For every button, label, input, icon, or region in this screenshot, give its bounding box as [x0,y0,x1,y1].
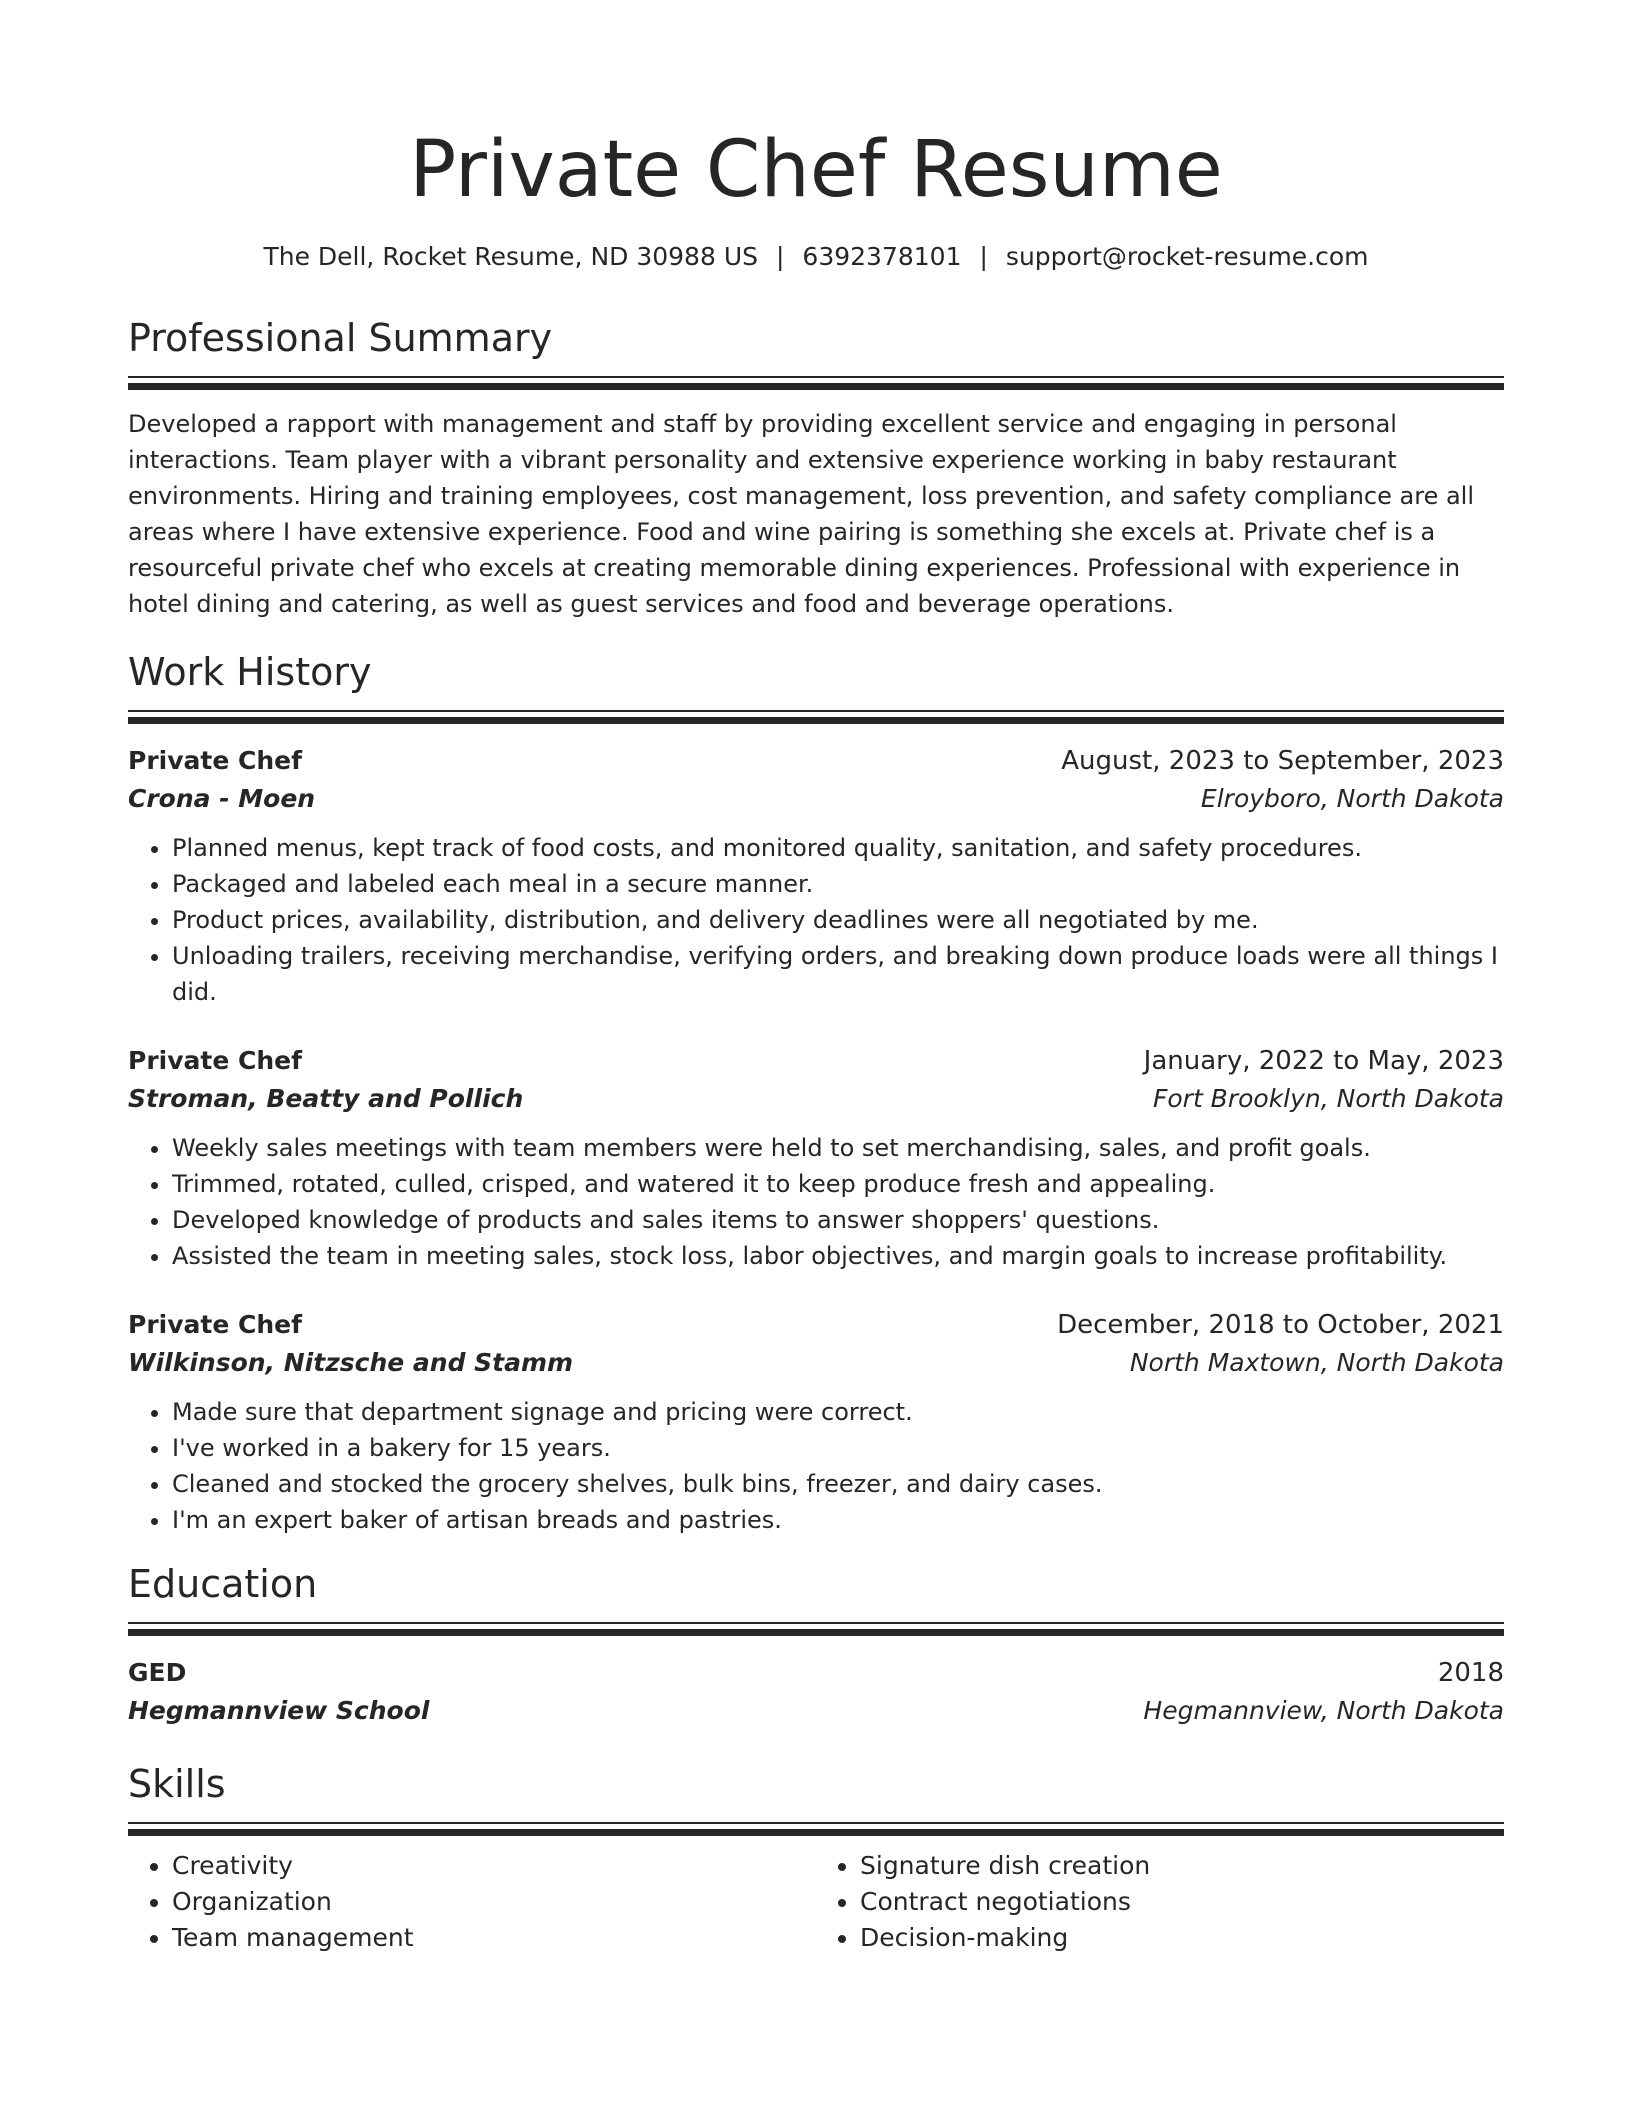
summary-text: Developed a rapport with management and staff by providing excellent service and engaging in personal interactions. Team player with a vibrant personality and extensive experience working in baby restaurant environments. Hiring and training employees, cost management, loss prevention, and safety compliance are all areas where I have extensive experience. Food and wine pairing is something she excels at. Private chef is a resourceful private chef who excels at creating memorable dining experiences. Professional with experience in hotel dining and catering, as well as guest services and food and beverage operations. [128,410,1475,618]
skill-item: • Contract negotiations [860,1884,1504,1920]
summary-section [128,314,1504,622]
job-entry [128,1306,1504,1538]
contact-email: support@rocket-resume.com [1005,242,1369,271]
job-dates: January, 2022 to May, 2023 [1143,1046,1504,1076]
job-entry [128,742,1504,1010]
contact-phone: 6392378101 [802,242,962,271]
job-location: Elroyboro, North Dakota [1200,784,1504,813]
section-title: Professional Summary [128,316,553,360]
job-bullet: • Trimmed, rotated, culled, crisped, and watered it to keep produce fresh and appealing. [172,1166,1504,1202]
job-entry [128,1042,1504,1274]
skill-item: • Organization [172,1884,816,1920]
contact-separator: | [979,242,988,271]
section-title: Skills [128,1762,226,1806]
job-dates: December, 2018 to October, 2021 [1057,1310,1504,1340]
job-company: Wilkinson, Nitzsche and Stamm [128,1348,574,1377]
job-bullet: • I'm an expert baker of artisan breads and pastries. [172,1502,1504,1538]
job-bullet: • Made sure that department signage and pricing were correct. [172,1394,1504,1430]
work-history-section [128,648,1504,1538]
section-divider [128,1622,1504,1636]
job-bullet: • Unloading trailers, receiving merchandise, verifying orders, and breaking down produce loads were all things I did. [172,938,1504,1010]
job-bullet: • Cleaned and stocked the grocery shelves, bulk bins, freezer, and dairy cases. [172,1466,1504,1502]
job-bullet: • Product prices, availability, distribution, and delivery deadlines were all negotiated by me. [172,902,1504,938]
skill-item: • Decision-making [860,1920,1504,1956]
skill-item: • Team management [172,1920,816,1956]
job-bullet: • Weekly sales meetings with team members were held to set merchandising, sales, and profit goals. [172,1130,1504,1166]
skills-list-left [128,1848,816,1956]
education-section [128,1560,1504,1730]
job-bullet: • Assisted the team in meeting sales, stock loss, labor objectives, and margin goals to increase profitability. [172,1238,1504,1274]
job-dates: August, 2023 to September, 2023 [1061,746,1504,776]
skills-columns [128,1848,1504,1956]
job-bullet: • Developed knowledge of products and sales items to answer shoppers' questions. [172,1202,1504,1238]
contact-separator: | [775,242,785,271]
section-title: Work History [128,650,372,694]
education-location: Hegmannview, North Dakota [1143,1696,1504,1725]
job-bullet: • Packaged and labeled each meal in a secure manner. [172,866,1504,902]
education-school: Hegmannview School [128,1696,430,1725]
job-location: North Maxtown, North Dakota [1129,1348,1504,1377]
skills-list-right [816,1848,1504,1956]
job-role: Private Chef [128,746,302,775]
job-bullets [128,1394,1504,1538]
job-company: Crona - Moen [128,784,316,813]
skill-item: • Signature dish creation [860,1848,1504,1884]
education-degree: GED [128,1658,187,1687]
skill-item: • Creativity [172,1848,816,1884]
job-location: Fort Brooklyn, North Dakota [1152,1084,1504,1113]
resume-title: Private Chef Resume [409,125,1223,215]
section-divider [128,710,1504,724]
education-entry [128,1654,1504,1730]
section-title: Education [128,1562,318,1606]
skills-section [128,1760,1504,1956]
job-bullets [128,1130,1504,1274]
section-divider [128,376,1504,390]
job-bullet: • I've worked in a bakery for 15 years. [172,1430,1504,1466]
job-role: Private Chef [128,1310,302,1339]
section-divider [128,1822,1504,1836]
job-company: Stroman, Beatty and Pollich [128,1084,524,1113]
job-bullets [128,830,1504,1010]
education-year: 2018 [1437,1658,1504,1688]
contact-line [128,240,1504,274]
job-bullet: • Planned menus, kept track of food costs, and monitored quality, sanitation, and safety procedures. [172,830,1504,866]
contact-address: The Dell, Rocket Resume, ND 30988 US [263,242,758,271]
job-role: Private Chef [128,1046,302,1075]
